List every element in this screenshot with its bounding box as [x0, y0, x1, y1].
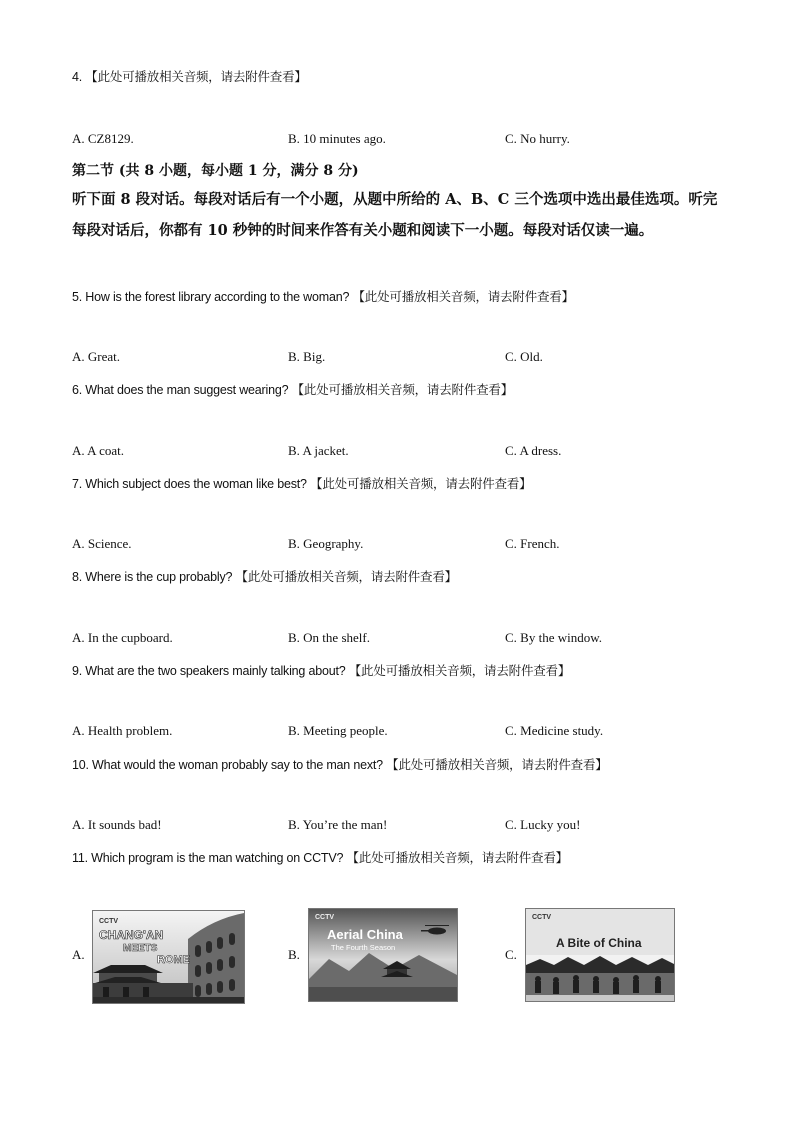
q11-prompt: 11. Which program is the man watching on CCTV? 【此处可播放相关音频，请去附件查看】 [72, 851, 568, 865]
q11-option-c-image[interactable] [525, 908, 675, 1002]
q6-option-c[interactable]: C. A dress. [505, 443, 562, 458]
cctv-logo: CCTV [532, 914, 552, 921]
q6-option-b[interactable]: B. A jacket. [288, 443, 349, 458]
q11-option-c-letter[interactable]: C. [505, 947, 517, 962]
q5-option-c[interactable]: C. Old. [505, 349, 543, 364]
poster-b-title: Aerial China [327, 927, 403, 942]
q6-option-a[interactable]: A. A coat. [72, 443, 124, 458]
bite-of-china-poster [526, 909, 674, 1001]
q11-option-b-image[interactable] [308, 908, 458, 1002]
poster-a-line-3: ROME [157, 954, 190, 966]
q11-option-a-letter[interactable]: A. [72, 947, 85, 962]
poster-a-line-2: MEETS [123, 943, 158, 954]
q8-option-b[interactable]: B. On the shelf. [288, 630, 370, 645]
aerial-china-poster [309, 909, 457, 1001]
q9-prompt: 9. What are the two speakers mainly talking about? 【此处可播放相关音频，请去附件查看】 [72, 664, 571, 678]
q4-option-b[interactable]: B. 10 minutes ago. [288, 131, 386, 146]
q9-option-a[interactable]: A. Health problem. [72, 723, 173, 738]
q5-option-a[interactable]: A. Great. [72, 349, 121, 364]
q7-prompt: 7. Which subject does the woman like best? 【此处可播放相关音频，请去附件查看】 [72, 477, 532, 491]
q9-option-c[interactable]: C. Medicine study. [505, 723, 604, 738]
cctv-logo: CCTV [315, 914, 335, 921]
q7-option-c[interactable]: C. French. [505, 536, 560, 551]
q4-option-a[interactable]: A. CZ8129. [72, 131, 134, 146]
q5-prompt: 5. How is the forest library according to the woman? 【此处可播放相关音频，请去附件查看】 [72, 290, 574, 304]
poster-c-title: A Bite of China [556, 936, 642, 950]
q4-options [72, 131, 772, 149]
changan-rome-poster [93, 911, 244, 1003]
cctv-logo: CCTV [99, 918, 119, 925]
q10-option-b[interactable]: B. You’re the man! [288, 817, 388, 832]
q4-prompt: 4. 【此处可播放相关音频，请去附件查看】 [72, 70, 307, 84]
q10-prompt: 10. What would the woman probably say to the man next? 【此处可播放相关音频，请去附件查看】 [72, 758, 608, 772]
q4-option-c[interactable]: C. No hurry. [505, 131, 570, 146]
q9-options [72, 723, 772, 741]
section-instructions: 听下面 8 段对话。每段对话后有一个小题，从题中所给的 A、B、C 三个选项中选出最佳选项。听完每段对话后，你都有 10 秒钟的时间来作答有关小题和阅读下一小题。每段对话仅读一遍。 [72, 191, 718, 239]
q8-prompt: 8. Where is the cup probably? 【此处可播放相关音频，请去附件查看】 [72, 570, 457, 584]
q6-options [72, 443, 772, 461]
poster-b-subtitle: The Fourth Season [331, 943, 396, 952]
poster-a-line-1: CHANG'AN [99, 928, 164, 942]
q8-option-c[interactable]: C. By the window. [505, 630, 603, 645]
q7-option-a[interactable]: A. Science. [72, 536, 132, 551]
section-title: 第二节 (共 8 小题，每小题 1 分，满分 8 分) [72, 163, 359, 179]
q5-options [72, 349, 772, 367]
q10-option-c[interactable]: C. Lucky you! [505, 817, 581, 832]
q11-option-a-image[interactable] [92, 910, 245, 1004]
q10-options [72, 817, 772, 835]
q5-option-b[interactable]: B. Big. [288, 349, 326, 364]
q8-option-a[interactable]: A. In the cupboard. [72, 630, 173, 645]
q6-prompt: 6. What does the man suggest wearing? 【此处可播放相关音频，请去附件查看】 [72, 383, 514, 397]
q8-options [72, 630, 772, 648]
q9-option-b[interactable]: B. Meeting people. [288, 723, 388, 738]
q10-option-a[interactable]: A. It sounds bad! [72, 817, 162, 832]
q11-option-b-letter[interactable]: B. [288, 947, 300, 962]
q7-options [72, 536, 772, 554]
q7-option-b[interactable]: B. Geography. [288, 536, 364, 551]
